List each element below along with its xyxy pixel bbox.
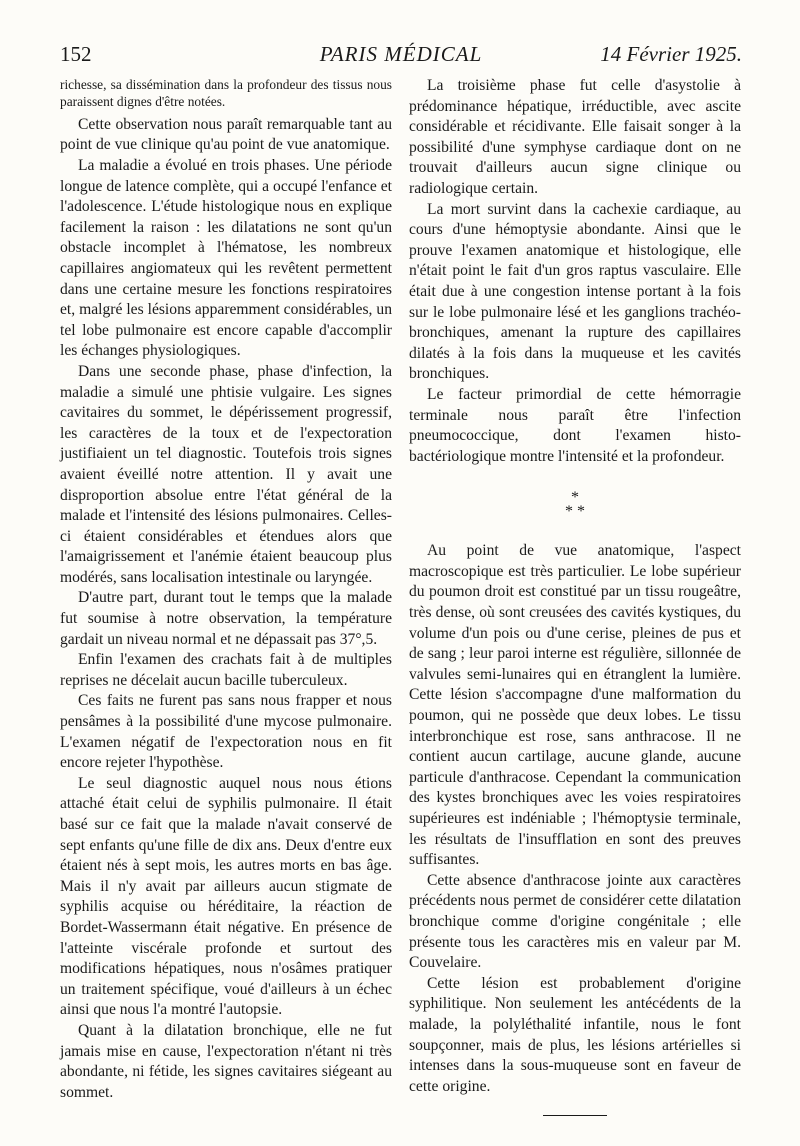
paragraph: Dans une seconde phase, phase d'infection, la maladie a simulé une phtisie vulgaire. Les signes cavitaires du sommet, le dépérissement progressif, les caractères de la toux et de l'expectoration justifiaient un tel diagnostic. Toutefois trois signes avaient éveillé notre attention. Il y avait une disproportion absolue entre l'état général de la malade et l'intensité des lésions pulmonaires. Celles-ci étaient considérables et étendues alors que l'amaigrissement et l'anémie étaient beaucoup plus modérés, sans localisation intestinale ou laryngée. <box>60 362 392 586</box>
page-header <box>60 40 742 74</box>
paragraph: richesse, sa dissémination dans la profondeur des tissus nous paraissent dignes d'être notées. <box>60 77 392 110</box>
article-end-rule <box>543 1115 607 1116</box>
paragraph: D'autre part, durant tout le temps que la malade fut soumise à notre observation, la température gardait un niveau normal et ne dépassait pas 37°,5. <box>60 589 392 648</box>
section-asterism <box>409 491 741 519</box>
left-column <box>60 76 392 1103</box>
paragraph: Cette lésion est probablement d'origine syphilitique. Non seulement les antécédents de la malade, la polyléthalité infantile, nous le font soupçonner, mais de plus, les lésions artérielles si intenses dans la sous-muqueuse sont en faveur de cette origine. <box>409 974 741 1095</box>
asterism-top: * <box>571 489 579 507</box>
paragraph: Ces faits ne furent pas sans nous frapper et nous pensâmes à la possibilité d'une mycose pulmonaire. L'examen négatif de l'expectoration nous en fit encore rejeter l'hypothèse. <box>60 692 392 772</box>
asterism-bottom: * * <box>565 503 585 521</box>
paragraph: Le seul diagnostic auquel nous nous étions attaché était celui de syphilis pulmonaire. Il était basé sur ce fait que la malade n'avait conservé de sept enfants qu'une fille de dix ans. Deux d'entre eux étaient nés à sept mois, les autres morts en bas âge. Mais il n'y avait par ailleurs aucun stigmate de syphilis acquise ou héréditaire, la réaction de Bordet-Wassermann était négative. En présence de l'atteinte viscérale profonde et surtout des modifications hépatiques, nous n'osâmes pratiquer un traitement spécifique, voué d'ailleurs à un échec ainsi que nous l'a montré l'autopsie. <box>60 774 392 1019</box>
paragraph: La maladie a évolué en trois phases. Une période longue de latence complète, qui a occupé l'enfance et l'adolescence. L'étude histologique nous en explique facilement la raison : les dilatations ne sont qu'un obstacle incomplet à l'hématose, les nombreux capillaires angiomateux qui les revêtent permettent dans une certaine mesure les fonctions respiratoires et, malgré les lésions apparemment considérables, un tel lobe pulmonaire est encore capable d'accomplir les échanges physiologiques. <box>60 157 392 360</box>
paragraph: Enfin l'examen des crachats fait à de multiples reprises ne décelait aucun bacille tuberculeux. <box>60 651 392 689</box>
paragraph: Quant à la dilatation bronchique, elle ne fut jamais mise en cause, l'expectoration n'étant ni très abondante, ni fétide, les signes cavitaires siégeant au sommet. <box>60 1021 392 1101</box>
right-column <box>409 76 741 1116</box>
issue-date: 14 Février 1925. <box>600 42 742 66</box>
page-number: 152 <box>60 42 92 66</box>
paragraph: Au point de vue anatomique, l'aspect macroscopique est très particulier. Le lobe supérieur du poumon droit est constitué par un tissu rougeâtre, très dense, où sont creusées des cavités kystiques, du volume d'un pois ou d'une cerise, pleines de pus et de sang ; leur paroi interne est régulière, sillonnée de valvules semi-lunaires qui en étranglent la lumière. Cette lésion s'accompagne d'une malformation du poumon, qui ne possède que deux lobes. Le tissu interbronchique est rose, sans anthracose. Il ne contient aucun cartilage, aucune glande, aucune particule d'anthracose. Cependant la communication des kystes bronchiques avec les voies respiratoires supérieures est indéniable ; l'hémoptysie terminale, les résultats de l'insufflation en sont des preuves suffisantes. <box>409 542 741 869</box>
paragraph: La mort survint dans la cachexie cardiaque, au cours d'une hémoptysie abondante. Ainsi que le prouve l'examen anatomique et histologique, elle n'était point le fait d'un gros raptus vasculaire. Elle était due à une congestion intense portant à la fois sur le lobe pulmonaire lésé et les ganglions trachéo-bronchiques, amenant la rupture des capillaires dilatés à la fois dans la muqueuse et les cavités bronchiques. <box>409 200 741 383</box>
paragraph: La troisième phase fut celle d'asystolie à prédominance hépatique, irréductible, avec ascite considérable et récidivante. Elle faisait songer à la possibilité d'une symphyse cardiaque dont on ne trouvait d'ailleurs aucun signe clinique ou radiologique certain. <box>409 77 741 197</box>
paragraph: Cette absence d'anthracose jointe aux caractères précédents nous permet de considérer cette dilatation bronchique comme d'origine congénitale ; elle présente tous les caractères mis en valeur par M. Couvelaire. <box>409 871 741 972</box>
paragraph: Cette observation nous paraît remarquable tant au point de vue clinique qu'au point de vue anatomique. <box>60 115 392 154</box>
journal-title: PARIS MÉDICAL <box>319 42 483 66</box>
paragraph: Le facteur primordial de cette hémorragie terminale nous paraît être l'infection pneumococcique, dont l'examen histo-bactériologique montre l'intensité et la profondeur. <box>409 385 741 465</box>
